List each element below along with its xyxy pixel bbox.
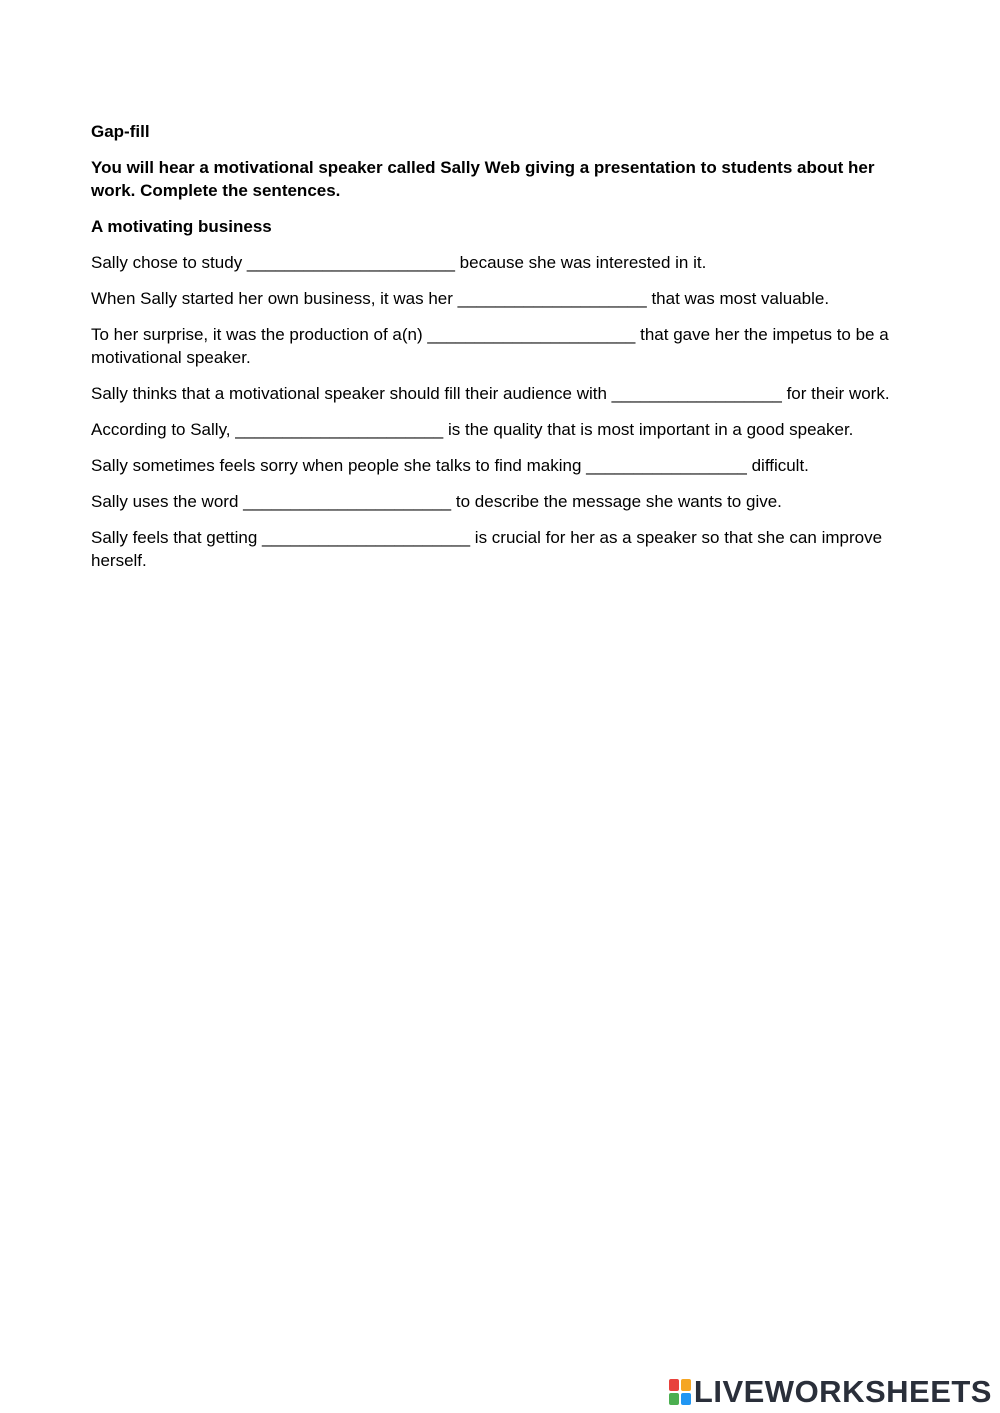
sentence-text: to describe the message she wants to give.	[451, 492, 782, 511]
sentence-text: for their work.	[781, 384, 890, 403]
sentence-text: is the quality that is most important in a good speaker.	[443, 420, 854, 439]
answer-blank-1[interactable]: ______________________	[246, 253, 455, 272]
section-subtitle: A motivating business	[91, 217, 272, 236]
sentence-text: difficult.	[746, 456, 809, 475]
sentence-text: Sally feels that getting	[91, 528, 263, 547]
sentence-4	[91, 382, 906, 405]
sentence-text: that was most valuable.	[646, 289, 830, 308]
sentence-text: Sally uses the word	[91, 492, 244, 511]
sentence-text: Sally chose to study	[91, 253, 247, 272]
sentence-text: According to Sally,	[91, 420, 236, 439]
answer-blank-4[interactable]: __________________	[611, 384, 782, 403]
answer-blank-8[interactable]: ______________________	[262, 528, 471, 547]
instructions: You will hear a motivational speaker called Sally Web giving a presentation to students about her work. Complete the sentences.	[91, 158, 875, 200]
answer-blank-7[interactable]: ______________________	[243, 492, 452, 511]
answer-blank-6[interactable]: _________________	[586, 456, 747, 475]
sentence-5	[91, 418, 906, 441]
liveworksheets-logo-text: LIVEWORKSHEETS	[693, 1374, 992, 1409]
sentence-text: because she was interested in it.	[454, 253, 707, 272]
answer-blank-5[interactable]: ______________________	[235, 420, 444, 439]
sentence-3	[91, 323, 906, 369]
sentence-1	[91, 251, 906, 274]
sentence-text: To her surprise, it was the production of a(n)	[91, 325, 428, 344]
worksheet	[91, 120, 906, 585]
sentence-2	[91, 287, 906, 310]
answer-blank-3[interactable]: ______________________	[427, 325, 636, 344]
sentence-6	[91, 454, 906, 477]
worksheet-title: Gap-fill	[91, 122, 150, 141]
sentence-7	[91, 490, 906, 513]
sentence-text: Sally sometimes feels sorry when people she talks to find making	[91, 456, 587, 475]
liveworksheets-footer	[669, 1374, 992, 1409]
answer-blank-2[interactable]: ____________________	[457, 289, 647, 308]
liveworksheets-logo-icon	[669, 1379, 691, 1405]
sentence-text: is crucial for her as a speaker so that she can improve herself.	[91, 528, 883, 570]
sentence-text: that gave her the impetus to be a motivational speaker.	[91, 325, 889, 367]
sentence-text: When Sally started her own business, it was her	[91, 289, 458, 308]
sentence-text: Sally thinks that a motivational speaker should fill their audience with	[91, 384, 612, 403]
sentence-8	[91, 526, 906, 572]
